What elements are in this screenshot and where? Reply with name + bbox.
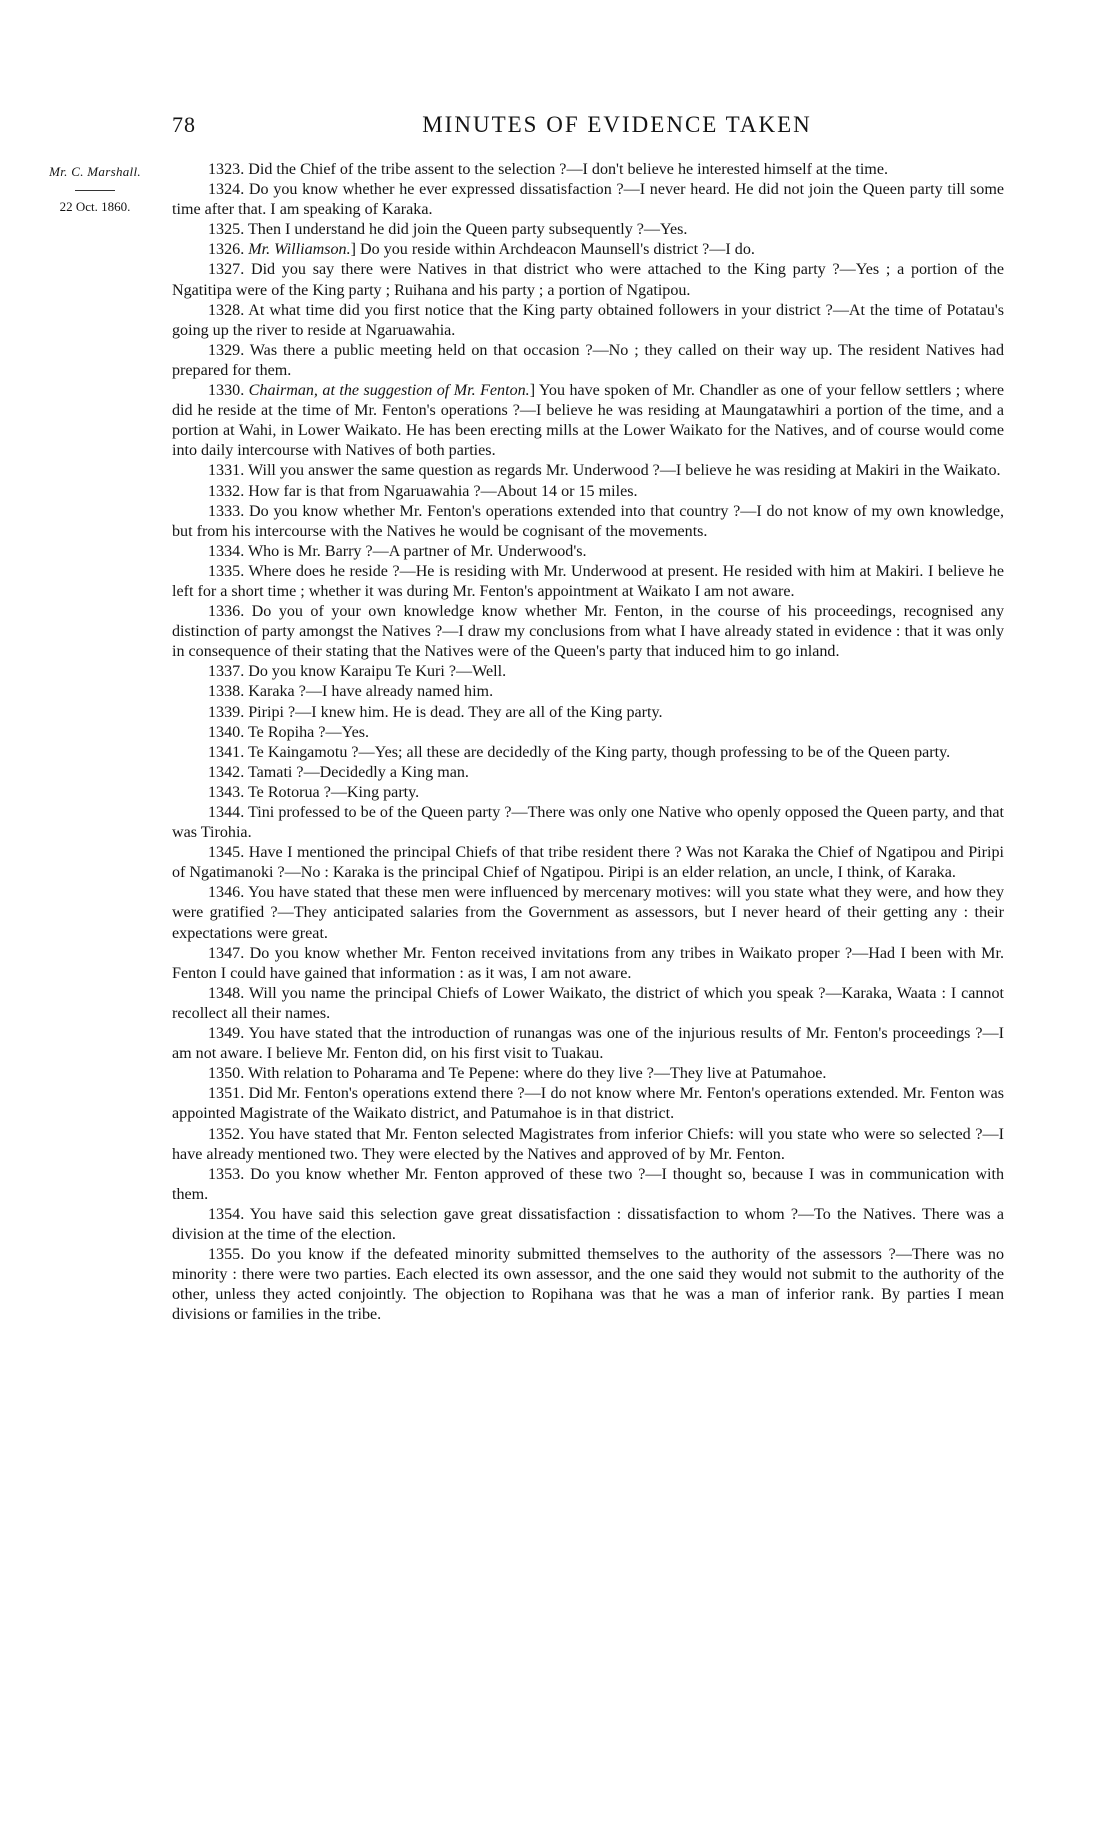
- paragraph-text: 1343. Te Rotorua ?—King party.: [208, 783, 420, 801]
- paragraph-text: 1337. Do you know Karaipu Te Kuri ?—Well.: [208, 663, 507, 681]
- margin-notes: [20, 164, 170, 215]
- evidence-paragraph: [172, 1245, 1004, 1325]
- paragraph-text: 1349. You have stated that the introduction of runangas was one of the injurious results of Mr. Fenton's proceedings ?—I am not aware. I believe Mr. Fenton did, on his first visit to Tuakau.: [172, 1025, 1004, 1063]
- evidence-paragraph: [172, 783, 1004, 803]
- witness-name: Mr. C. Marshall.: [49, 164, 141, 179]
- paragraph-text: 1338. Karaka ?—I have already named him.: [208, 683, 494, 701]
- paragraph-text: 1340. Te Ropiha ?—Yes.: [208, 723, 370, 741]
- paragraph-text: 1334. Who is Mr. Barry ?—A partner of Mr. Underwood's.: [208, 542, 587, 560]
- paragraph-text: 1355. Do you know if the defeated minority submitted themselves to the authority of the assessors ?—There was no minority : there were two parties. Each elected its own assessor, and the one said they would not submit to the authority of the other, unless they acted conjointly. The objection to Ropihana was that he was a man of inferior rank. By parties I mean divisions or families in the tribe.: [172, 1246, 1004, 1324]
- evidence-body: [172, 160, 1004, 1325]
- evidence-paragraph: [172, 482, 1004, 502]
- paragraph-text: 1331. Will you answer the same question as regards Mr. Underwood ?—I believe he was residing at Makiri in the Waikato.: [208, 462, 1001, 480]
- evidence-paragraph: [172, 301, 1004, 341]
- evidence-paragraph: [172, 381, 1004, 461]
- paragraph-text: 1325. Then I understand he did join the Queen party subsequently ?—Yes.: [208, 221, 688, 239]
- evidence-paragraph: [172, 703, 1004, 723]
- evidence-paragraph: [172, 180, 1004, 220]
- evidence-paragraph: [172, 944, 1004, 984]
- paragraph-text: 1348. Will you name the principal Chiefs of Lower Waikato, the district of which you speak ?—Karaka, Waata : I cannot recollect all their names.: [172, 984, 1004, 1022]
- paragraph-text: 1336. Do you of your own knowledge know whether Mr. Fenton, in the course of his proceedings, recognised any distinction of party amongst the Natives ?—I draw my conclusions from what I have already stated in evidence : that it was only in consequence of their stating that the Natives were of the Queen's party that induced him to go inland.: [172, 603, 1004, 661]
- paragraph-text: 1347. Do you know whether Mr. Fenton received invitations from any tribes in Waikato proper ?—Had I been with Mr. Fenton I could have gained that information : as it was, I am not aware.: [172, 944, 1004, 982]
- paragraph-text: 1332. How far is that from Ngaruawahia ?—About 14 or 15 miles.: [208, 482, 638, 500]
- evidence-paragraph: [172, 542, 1004, 562]
- paragraph-text: 1342. Tamati ?—Decidedly a King man.: [208, 763, 469, 781]
- evidence-paragraph: [172, 662, 1004, 682]
- paragraph-text: 1339. Piripi ?—I knew him. He is dead. They are all of the King party.: [208, 703, 663, 721]
- evidence-paragraph: [172, 984, 1004, 1024]
- paragraph-text: 1326.: [208, 241, 249, 259]
- evidence-paragraph: [172, 1064, 1004, 1084]
- paragraph-text: 1329. Was there a public meeting held on that occasion ?—No ; they called on their way up. The resident Natives had prepared for them.: [172, 341, 1004, 379]
- evidence-paragraph: [172, 260, 1004, 300]
- paragraph-text: 1354. You have said this selection gave great dissatisfaction : dissatisfaction to whom ?—To the Natives. There was a division at the time of the election.: [172, 1205, 1004, 1243]
- paragraph-text: 1324. Do you know whether he ever expressed dissatisfaction ?—I never heard. He did not join the Queen party till some time after that. I am speaking of Karaka.: [172, 181, 1004, 219]
- evidence-paragraph: [172, 160, 1004, 180]
- evidence-paragraph: [172, 883, 1004, 943]
- paragraph-text: 1353. Do you know whether Mr. Fenton approved of these two ?—I thought so, because I was in communication with them.: [172, 1165, 1004, 1203]
- paragraph-text: 1352. You have stated that Mr. Fenton selected Magistrates from inferior Chiefs: will you state who were so selected ?—I have already mentioned two. They were elected by the Natives and approved of by Mr. Fenton.: [172, 1125, 1004, 1163]
- evidence-paragraph: [172, 602, 1004, 662]
- paragraph-text: 1350. With relation to Poharama and Te Pepene: where do they live ?—They live at Patumahoe.: [208, 1065, 827, 1083]
- evidence-paragraph: [172, 1125, 1004, 1165]
- paragraph-text: 1330.: [208, 382, 249, 400]
- evidence-paragraph: [172, 803, 1004, 843]
- paragraph-text: 1346. You have stated that these men were influenced by mercenary motives: will you state what they were, and how they were gratified ?—They anticipated salaries from the Government as assessors, but I never heard of their getting any : their expectations were great.: [172, 884, 1004, 942]
- evidence-paragraph: [172, 341, 1004, 381]
- paragraph-text: 1333. Do you know whether Mr. Fenton's operations extended into that country ?—I do not know of my own knowledge, but from his intercourse with the Natives he would be cognisant of the movements.: [172, 502, 1004, 540]
- evidence-paragraph: [172, 743, 1004, 763]
- evidence-paragraph: [172, 240, 1004, 260]
- evidence-paragraph: [172, 763, 1004, 783]
- speaker-name: Chairman, at the suggestion of Mr. Fenton.: [248, 382, 530, 400]
- paragraph-text: 1344. Tini professed to be of the Queen party ?—There was only one Native who openly opposed the Queen party, and that was Tirohia.: [172, 804, 1004, 842]
- page-number: 78: [172, 112, 196, 137]
- evidence-paragraph: [172, 1084, 1004, 1124]
- paragraph-text: 1328. At what time did you first notice that the King party obtained followers in your district ?—At the time of Potatau's going up the river to reside at Ngaruawahia.: [172, 301, 1004, 339]
- paragraph-text: 1323. Did the Chief of the tribe assent to the selection ?—I don't believe he interested himself at the time.: [208, 161, 888, 178]
- paragraph-text-continued: ] Do you reside within Archdeacon Maunsell's district ?—I do.: [350, 241, 755, 259]
- running-head: MINUTES OF EVIDENCE TAKEN: [422, 112, 812, 137]
- evidence-paragraph: [172, 843, 1004, 883]
- evidence-paragraph: [172, 723, 1004, 743]
- evidence-paragraph: [172, 1024, 1004, 1064]
- speaker-name: Mr. Williamson.: [248, 241, 351, 259]
- paragraph-text: 1351. Did Mr. Fenton's operations extend there ?—I do not know where Mr. Fenton's operations extended. Mr. Fenton was appointed Magistrate of the Waikato district, and Patumahoe is in that district.: [172, 1085, 1004, 1123]
- paragraph-text: 1341. Te Kaingamotu ?—Yes; all these are decidedly of the King party, though professing to be of the Queen party.: [208, 743, 951, 761]
- margin-divider: [75, 190, 115, 191]
- evidence-paragraph: [172, 682, 1004, 702]
- page-header: [172, 112, 1002, 142]
- evidence-paragraph: [172, 1205, 1004, 1245]
- paragraph-text: 1345. Have I mentioned the principal Chiefs of that tribe resident there ? Was not Karaka the Chief of Ngatipou and Piripi of Ngatimanoki ?—No : Karaka is the principal Chief of Ngatipou. Piripi is an elder relation, an uncle, I think, of Karaka.: [172, 844, 1004, 882]
- paragraph-text: 1327. Did you say there were Natives in that district who were attached to the King party ?—Yes ; a portion of the Ngatitipa were of the King party ; Ruihana and his party ; a portion of Ngatipou.: [172, 261, 1004, 299]
- paragraph-text: 1335. Where does he reside ?—He is residing with Mr. Underwood at present. He resided with him at Makiri. I believe he left for a short time ; whether it was during Mr. Fenton's appointment at Waikato I am not aware.: [172, 562, 1004, 600]
- evidence-paragraph: [172, 1165, 1004, 1205]
- paragraph-text-continued: ] You have spoken of Mr. Chandler as one of your fellow settlers ; where did he reside at the time of Mr. Fenton's operations ?—I believe he was residing at Maungatawhiri a portion of the time, and a portion at Wahi, in Lower Waikato. He has been erecting mills at the Lower Waikato for the Natives, and of course would come into daily intercourse with Natives of both parties.: [172, 382, 1004, 460]
- hearing-date: 22 Oct. 1860.: [59, 199, 131, 214]
- evidence-paragraph: [172, 562, 1004, 602]
- evidence-paragraph: [172, 461, 1004, 481]
- evidence-paragraph: [172, 502, 1004, 542]
- evidence-paragraph: [172, 220, 1004, 240]
